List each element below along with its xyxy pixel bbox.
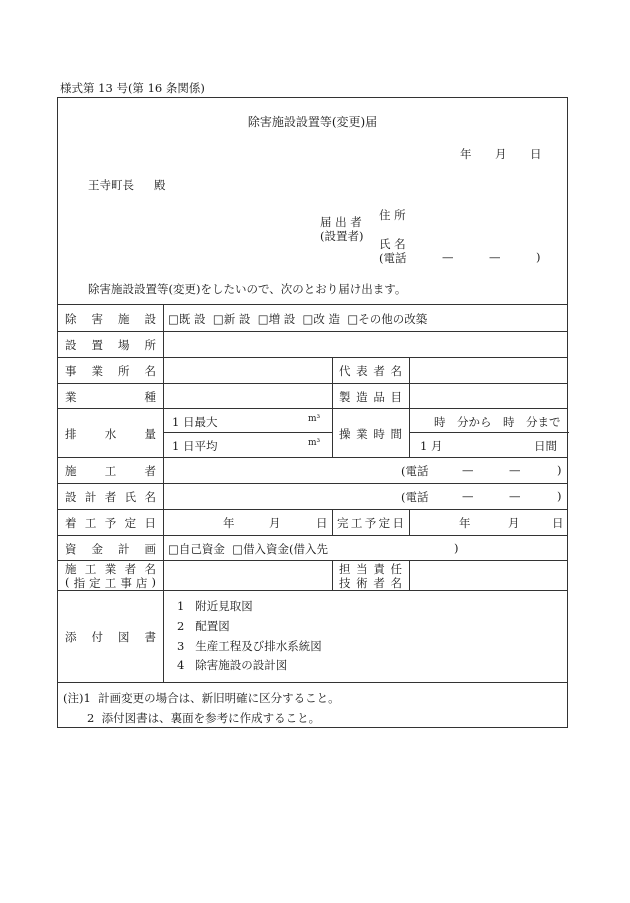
intro-text: 除害施設設置等(変更)をしたいので、次のとおり届け出ます。 (88, 282, 407, 296)
date-day-label: 日 (530, 147, 542, 161)
month-label: 1 月 (420, 439, 443, 453)
option-modify[interactable]: □ 改 造 (303, 312, 341, 326)
builder-phone-dash-2: — (509, 463, 521, 477)
phone-dash-1: — (442, 250, 454, 264)
option-expand[interactable]: □ 増 設 (258, 312, 296, 326)
form-title: 除害施設設置等(変更)届 (247, 115, 378, 129)
attachment-item: 1 附近見取図 (177, 599, 253, 613)
notification-form (57, 97, 568, 728)
form-number: 様式第 13 号(第 16 条関係) (60, 81, 205, 95)
end-month-label: 月 (508, 516, 520, 530)
funding-close: ) (454, 541, 459, 555)
phone-dash-2: — (489, 250, 501, 264)
representative-label: 代 表 者 名 (339, 364, 402, 378)
operating-hours-label: 操 業 時 間 (339, 427, 402, 441)
avg-daily-label: 1 日平均 (172, 439, 218, 453)
start-date-label: 着 工 予 定 日 (65, 516, 156, 530)
max-daily-label: 1 日最大 (172, 415, 218, 429)
max-unit: m³ (308, 414, 321, 424)
option-new[interactable]: □ 新 設 (213, 312, 251, 326)
builder-phone-close: ) (557, 463, 562, 477)
attachment-item: 4 除害施設の設計図 (177, 658, 288, 672)
builder-phone-dash-1: — (462, 463, 474, 477)
start-month-label: 月 (269, 516, 281, 530)
address-label: 住 所 (379, 208, 406, 222)
start-year-label: 年 (223, 516, 235, 530)
date-month-label: 月 (495, 147, 507, 161)
designer-phone-open: (電話 (401, 490, 429, 504)
industry-label: 業 種 (65, 390, 156, 404)
contractor-label: 施 工 業 者 名 (65, 562, 156, 576)
end-year-label: 年 (459, 516, 471, 530)
option-other[interactable]: □ その他の改築 (347, 312, 427, 326)
option-own-funds[interactable]: □ 自己資金 (168, 542, 225, 556)
business-name-label: 事 業 所 名 (65, 364, 156, 378)
completion-date-label: 完 工 予 定 日 (337, 516, 404, 530)
attachments-label: 添 付 図 書 (65, 630, 156, 644)
start-day-label: 日 (316, 516, 328, 530)
facility-options (168, 311, 427, 327)
avg-unit: m³ (308, 438, 321, 448)
option-loan[interactable]: □ 借入資金(借入先 (232, 542, 328, 556)
attachment-item: 3 生産工程及び排水系統図 (177, 639, 322, 653)
designer-phone-dash-2: — (509, 489, 521, 503)
end-day-label: 日 (552, 516, 564, 530)
form-header (58, 98, 567, 304)
funding-label: 資 金 計 画 (65, 542, 156, 556)
product-label: 製 造 品 目 (339, 390, 402, 404)
operating-hours-value: 時 分から 時 分まで (434, 415, 561, 429)
days-label: 日間 (534, 439, 557, 453)
phone-open: (電話 (379, 251, 407, 265)
date-year-label: 年 (460, 147, 472, 161)
honorific: 殿 (154, 178, 166, 192)
applicant-sub-label: (設置者) (320, 229, 364, 243)
note-1: (注)1 計画変更の場合は、新旧明確に区分すること。 (63, 691, 340, 705)
funding-options (168, 541, 328, 557)
designer-phone-dash-1: — (462, 489, 474, 503)
phone-close: ) (536, 250, 541, 264)
designer-phone-close: ) (557, 489, 562, 503)
attachment-item: 2 配置図 (177, 619, 230, 633)
discharge-label: 排 水 量 (65, 427, 156, 441)
contractor-sub-label: ( 指 定 工 事 店 ) (65, 575, 156, 590)
builder-label: 施 工 者 (65, 464, 156, 478)
applicant-label: 届 出 者 (320, 215, 362, 229)
addressee: 王寺町長 (88, 178, 134, 192)
option-existing[interactable]: □ 既 設 (168, 312, 206, 326)
engineer-sub-label: 技 術 者 名 (339, 576, 402, 590)
note-2: 2 添付図書は、裏面を参考に作成すること。 (87, 711, 321, 725)
name-label: 氏 名 (379, 237, 406, 251)
location-label: 設 置 場 所 (65, 338, 156, 352)
builder-phone-open: (電話 (401, 464, 429, 478)
facility-label: 除 害 施 設 (65, 312, 156, 326)
engineer-label: 担 当 責 任 (339, 562, 402, 576)
designer-label: 設 計 者 氏 名 (65, 490, 156, 504)
